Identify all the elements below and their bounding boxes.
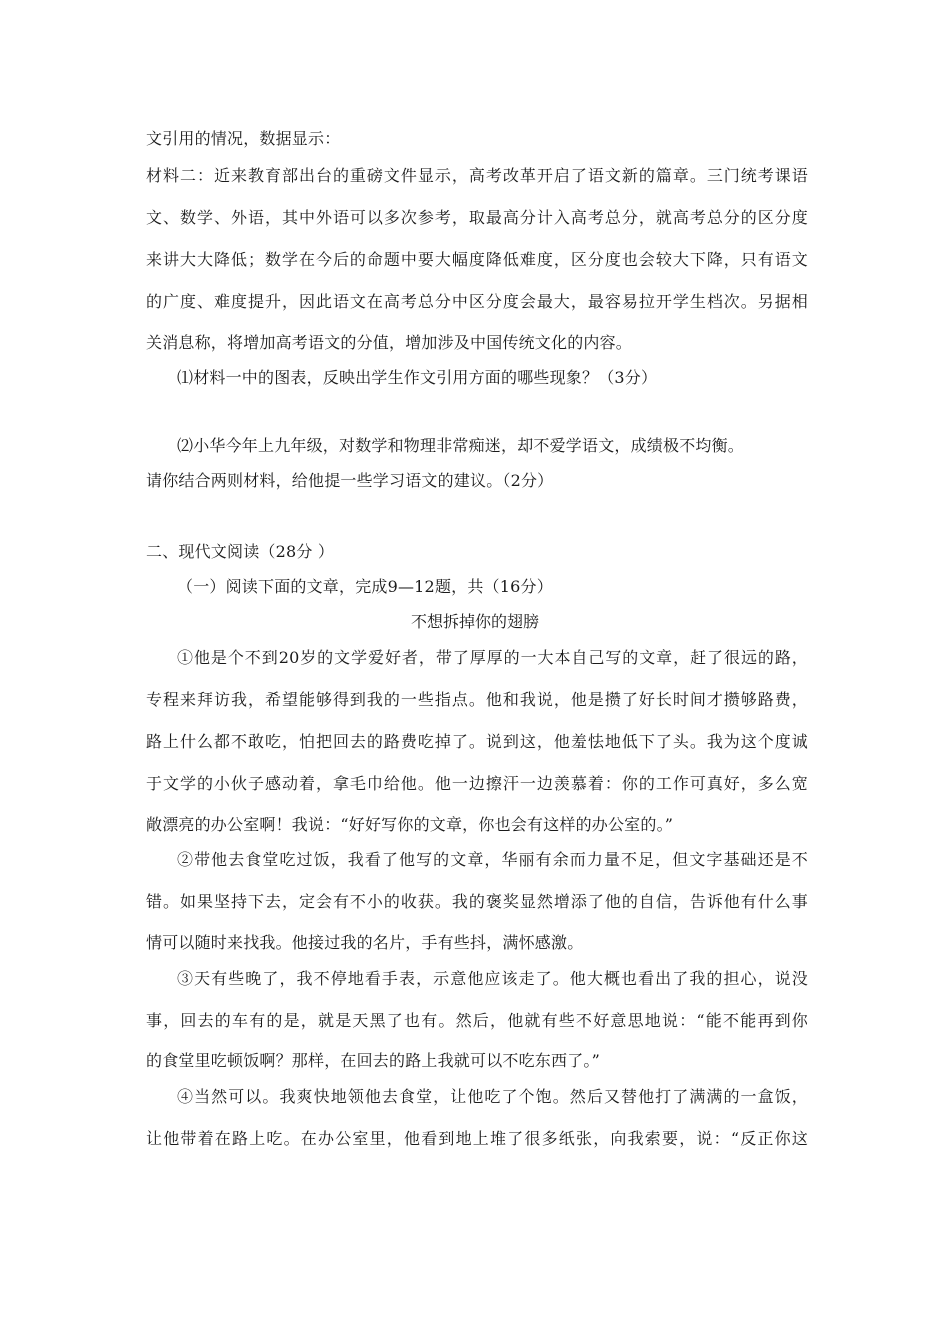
article-p2-line-1: ②带他去食堂吃过饭，我看了他写的文章，华丽有余而力量不足，但文字基础还是不 <box>177 850 808 869</box>
article-p3-line-2: 事，回去的车有的是，就是天黑了也有。然后，他就有些不好意思地说：“能不能再到你 <box>146 1011 808 1030</box>
article-p1-line-4: 于文学的小伙子感动着，拿毛巾给他。他一边擦汗一边羡慕着：你的工作可真好，多么宽 <box>146 774 808 793</box>
question-2-line-2: 请你结合两则材料，给他提一些学习语文的建议。（2分） <box>146 471 554 490</box>
article-p2-line-3: 情可以随时来找我。他接过我的名片，手有些抖，满怀感激。 <box>146 933 584 952</box>
article-p4-line-2: 让他带着在路上吃。在办公室里，他看到地上堆了很多纸张，向我索要，说：“反正你这 <box>146 1129 808 1148</box>
material-two-line-4: 的广度、难度提升，因此语文在高考总分中区分度会最大，最容易拉开学生档次。另据相 <box>146 292 808 311</box>
article-p4-line-1: ④当然可以。我爽快地领他去食堂，让他吃了个饱。然后又替他打了满满的一盒饭， <box>177 1087 808 1106</box>
article-p1-line-5: 敞漂亮的办公室啊！我说：“好好写你的文章，你也会有这样的办公室的。” <box>146 815 674 834</box>
section-heading: 二、现代文阅读（28分 ） <box>146 542 335 561</box>
article-p1-line-1: ①他是个不到20岁的文学爱好者，带了厚厚的一大本自己写的文章，赶了很远的路， <box>177 648 808 667</box>
section-sub-heading: （一）阅读下面的文章，完成9—12题，共（16分） <box>177 577 553 596</box>
material-lead: 文引用的情况，数据显示： <box>146 129 341 148</box>
material-two-line-3: 来讲大大降低；数学在今后的命题中要大幅度降低难度，区分度也会较大下降，只有语文 <box>146 250 808 269</box>
article-p1-line-3: 路上什么都不敢吃，怕把回去的路费吃掉了。说到这，他羞怯地低下了头。我为这个度诚 <box>146 732 808 751</box>
article-p3-line-1: ③天有些晚了，我不停地看手表，示意他应该走了。他大概也看出了我的担心，说没 <box>177 969 808 988</box>
article-p2-line-2: 错。如果坚持下去，定会有不小的收获。我的褒奖显然增添了他的自信，告诉他有什么事 <box>146 892 808 911</box>
article-p1-line-2: 专程来拜访我，希望能够得到我的一些指点。他和我说，他是攒了好长时间才攒够路费， <box>146 690 808 709</box>
question-1: ⑴材料一中的图表，反映出学生作文引用方面的哪些现象？（3分） <box>177 368 658 387</box>
material-two-line-1: 材料二：近来教育部出台的重磅文件显示，高考改革开启了语文新的篇章。三门统考课语 <box>146 166 808 185</box>
article-title: 不想拆掉你的翅膀 <box>410 612 539 631</box>
question-2-line-1: ⑵小华今年上九年级，对数学和物理非常痴迷，却不爱学语文，成绩极不均衡。 <box>177 436 745 455</box>
article-p3-line-3: 的食堂里吃顿饭啊？那样，在回去的路上我就可以不吃东西了。” <box>146 1051 600 1070</box>
material-two-line-2: 文、数学、外语，其中外语可以多次参考，取最高分计入高考总分，就高考总分的区分度 <box>146 208 808 227</box>
material-two-line-5: 关消息称，将增加高考语文的分值，增加涉及中国传统文化的内容。 <box>146 333 633 352</box>
